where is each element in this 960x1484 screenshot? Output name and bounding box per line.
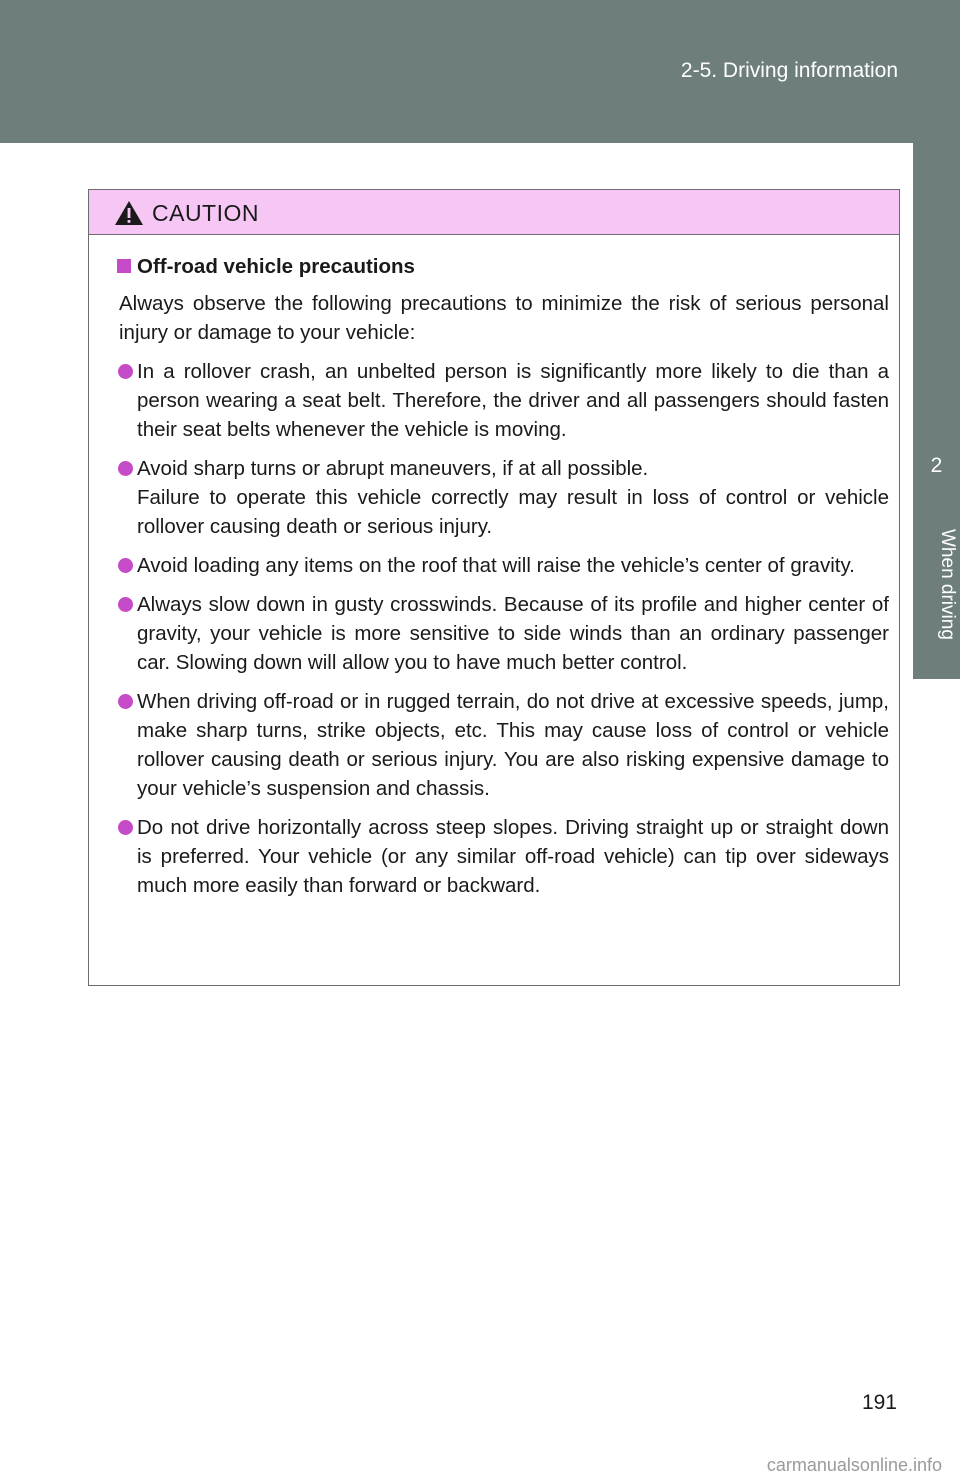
page-number: 191 — [861, 1391, 897, 1414]
round-bullet-icon — [118, 364, 133, 379]
page-header — [0, 0, 960, 143]
round-bullet-icon — [118, 694, 133, 709]
warning-triangle-icon — [114, 200, 144, 226]
list-item — [117, 454, 889, 541]
list-item — [117, 687, 889, 803]
section-title: 2-5. Driving information — [680, 59, 898, 82]
intro-paragraph: Always observe the following precautions to minimize the risk of serious personal injury or damage to your vehicle: — [119, 292, 889, 344]
list-item — [117, 813, 889, 900]
list-item — [117, 357, 889, 444]
bullet-text: Do not drive horizontally across steep slopes. Driving straight up or straight down is preferred. Your vehicle (or any similar off-road vehicle) can tip over sideways much more easily than forward or backward. — [137, 816, 889, 897]
section-heading-text: Off-road vehicle precautions — [137, 255, 415, 278]
round-bullet-icon — [118, 461, 133, 476]
bullet-list — [117, 357, 889, 900]
watermark: carmanualsonline.info — [766, 1455, 942, 1475]
caution-title: CAUTION — [152, 200, 259, 226]
list-item — [117, 590, 889, 677]
square-bullet-icon — [117, 259, 131, 273]
bullet-text: In a rollover crash, an unbelted person is significantly more likely to die than a person wearing a seat belt. Therefore, the driver and all passengers should fasten their seat belts whenever the vehicle is moving. — [137, 360, 889, 441]
bullet-text-continued: Failure to operate this vehicle correctly may result in loss of control or vehicle rollover causing death or serious injury. — [137, 486, 889, 538]
round-bullet-icon — [118, 558, 133, 573]
caution-body — [89, 235, 899, 900]
bullet-text: Avoid loading any items on the roof that will raise the vehicle’s center of gravity. — [137, 554, 855, 577]
caution-header — [89, 190, 899, 235]
section-heading — [117, 255, 889, 279]
round-bullet-icon — [118, 820, 133, 835]
bullet-text: Avoid sharp turns or abrupt maneuvers, if at all possible. — [137, 457, 649, 480]
chapter-tab-label — [913, 519, 960, 679]
chapter-label: When driving — [937, 529, 958, 640]
caution-box — [88, 189, 900, 986]
chapter-number: 2 — [930, 454, 943, 477]
list-item — [117, 551, 889, 580]
side-tab-spacer — [913, 143, 960, 418]
round-bullet-icon — [118, 597, 133, 612]
bullet-text: When driving off-road or in rugged terrain, do not drive at excessive speeds, jump, make sharp turns, strike objects, etc. This may cause loss of control or vehicle rollover causing death or serious injury. You are also risking expensive damage to your vehicle’s suspension and chassis. — [137, 690, 889, 800]
bullet-text: Always slow down in gusty crosswinds. Because of its profile and higher center of gravity, your vehicle is more sensitive to side winds than an ordinary passenger car. Slowing down will allow you to have much better control. — [137, 593, 889, 674]
chapter-tab-number — [913, 418, 960, 519]
